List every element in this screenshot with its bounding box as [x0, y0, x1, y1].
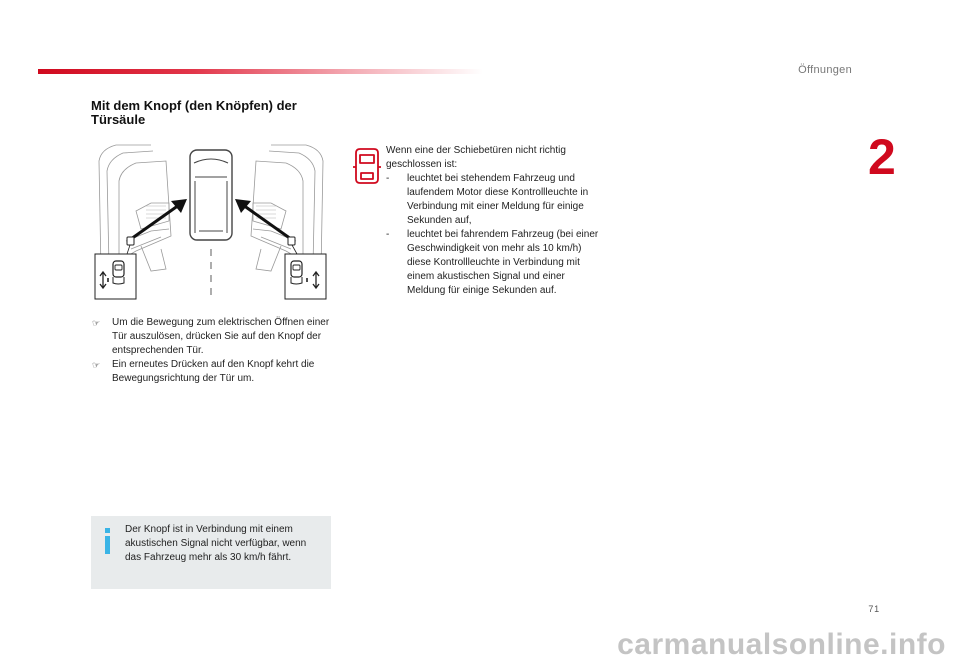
step-item — [91, 358, 336, 386]
door-pillar-illustration — [91, 141, 331, 303]
page-heading: Mit dem Knopf (den Knöpfen) der Türsäule — [91, 98, 297, 127]
warning-text — [386, 144, 600, 298]
pointer-bullet-icon: ☞ — [92, 360, 101, 370]
pointer-bullet-icon: ☞ — [92, 318, 101, 328]
info-text: Der Knopf ist in Verbindung mit einem akustischen Signal nicht verfügbar, wenn das Fahrzeug mehr als 30 km/h fährt. — [125, 524, 307, 563]
sliding-door-warning-lamp-icon — [352, 145, 382, 185]
chapter-number: 2 — [868, 129, 896, 185]
instruction-steps — [91, 316, 336, 386]
warning-item-text: leuchtet bei stehendem Fahrzeug und laufendem Motor diese Kontrollleuchte in Verbindung mit einer Meldung für einige Sekunden auf, — [407, 173, 589, 226]
step-text: Ein erneutes Drücken auf den Knopf kehrt die Bewegungsrichtung der Tür um. — [112, 359, 315, 384]
section-title: Öffnungen — [798, 64, 852, 76]
step-item — [91, 316, 336, 358]
warning-item-text: leuchtet bei fahrendem Fahrzeug (bei einer Geschwindigkeit von mehr als 10 km/h) diese Kontrollleuchte in Verbindung mit einem akustischen Signal und einer Meldung für einige Sekunden auf. — [407, 229, 599, 296]
page-number: 71 — [868, 604, 880, 614]
warning-item: - leuchtet bei stehendem Fahrzeug und laufendem Motor diese Kontrollleuchte in Verbindung mit einer Meldung für einige Sekunden auf, — [386, 173, 589, 226]
warning-intro: Wenn eine der Schiebetüren nicht richtig geschlossen ist: — [386, 145, 566, 170]
step-text: Um die Bewegung zum elektrischen Öffnen einer Tür auszulösen, drücken Sie auf den Knopf der entsprechenden Tür. — [112, 317, 330, 356]
watermark: carmanualsonline.info — [617, 628, 946, 661]
warning-item: - leuchtet bei fahrendem Fahrzeug (bei einer Geschwindigkeit von mehr als 10 km/h) diese Kontrollleuchte in Verbindung mit einem akustischen Signal und einer Meldung für einige Sekunden auf. — [386, 229, 599, 296]
header-accent-bar — [38, 69, 483, 74]
info-icon — [102, 528, 112, 554]
info-box — [91, 516, 331, 589]
